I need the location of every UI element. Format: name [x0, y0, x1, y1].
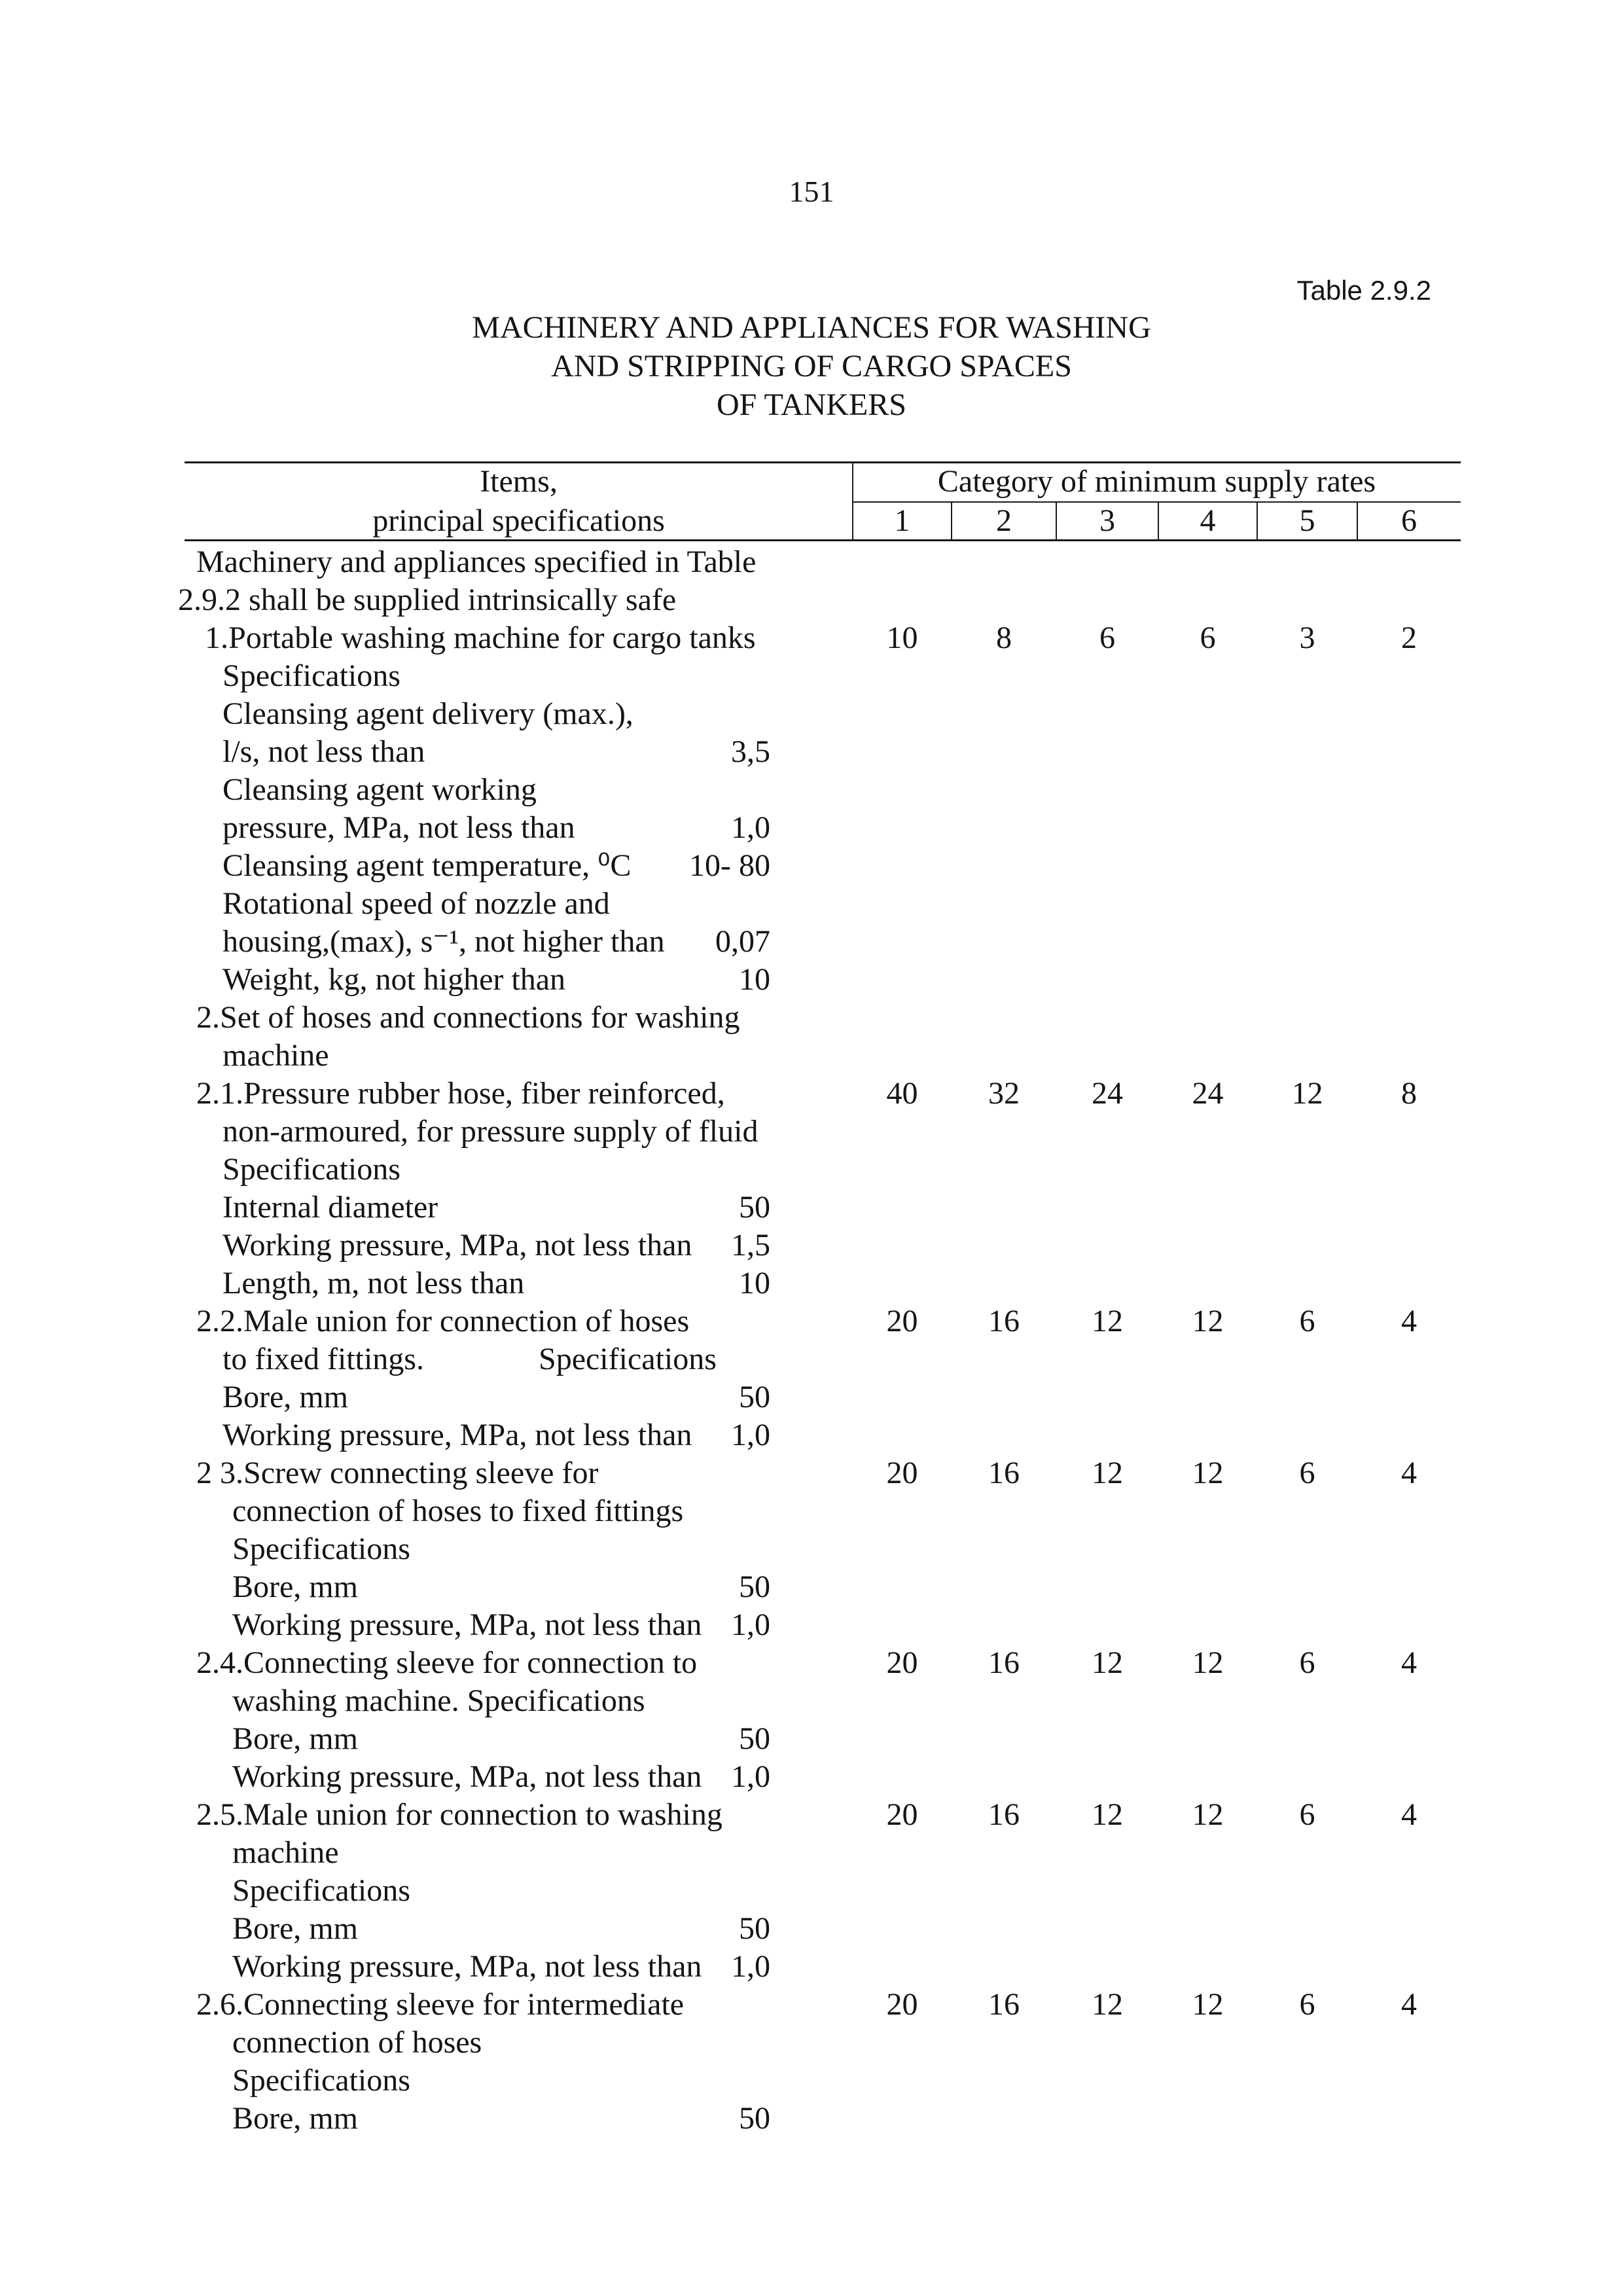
table-line [0, 1113, 1623, 1151]
spec-line: non-armoured, for pressure supply of fluid [223, 1114, 758, 1149]
table-line [0, 1606, 1623, 1644]
supply-rates [853, 1454, 1461, 1492]
spec-value: 1,5 [731, 1228, 770, 1263]
table-title [0, 308, 1623, 424]
rate-cell: 12 [1192, 1304, 1224, 1338]
rate-cell: 6 [1200, 620, 1216, 655]
spec-line: Bore, mm [223, 1380, 348, 1414]
header-bottom-rule [185, 539, 1461, 541]
spec-value: 1,0 [731, 1759, 770, 1794]
table-line [0, 1340, 1623, 1378]
category-number: 4 [1200, 503, 1216, 538]
rate-cell: 12 [1092, 1645, 1123, 1680]
spec-line: Cleansing agent working [223, 772, 537, 807]
table-line [0, 1189, 1623, 1227]
table-line [0, 2062, 1623, 2100]
spec-line: Cleansing agent delivery (max.), [223, 696, 633, 731]
rate-cell: 12 [1291, 1076, 1323, 1111]
table-row [0, 1796, 1623, 1834]
spec-line: washing machine. Specifications [232, 1683, 645, 1718]
category-number: 3 [1099, 503, 1115, 538]
supply-rates [853, 619, 1461, 657]
spec-line: Specifications [223, 658, 401, 693]
rate-cell: 12 [1192, 1987, 1224, 2022]
table-line [0, 1568, 1623, 1606]
supply-rates [853, 1075, 1461, 1113]
spec-line: Working pressure, MPa, not less than [223, 1418, 692, 1452]
table-line [0, 885, 1623, 923]
rate-cell: 12 [1092, 1987, 1123, 2022]
title-line: OF TANKERS [717, 387, 906, 422]
rate-cell: 4 [1401, 1456, 1417, 1490]
rate-cell: 6 [1299, 1456, 1315, 1490]
table-line [0, 1834, 1623, 1872]
table-line [0, 961, 1623, 999]
table-line [0, 1682, 1623, 1720]
table-row [0, 619, 1623, 657]
rate-cell: 16 [988, 1645, 1020, 1680]
table-line [0, 1492, 1623, 1530]
spec-line: pressure, MPa, not less than [223, 810, 575, 845]
intro-text: Machinery and appliances specified in Table [196, 545, 757, 579]
spec-line: Working pressure, MPa, not less than [232, 1949, 702, 1984]
spec-line: Specifications [232, 1532, 410, 1566]
spec-line: Rotational speed of nozzle and [223, 886, 610, 921]
rate-cell: 12 [1092, 1456, 1123, 1490]
rate-cell: 16 [988, 1987, 1020, 2022]
table-line [0, 1872, 1623, 1910]
rate-cell: 12 [1192, 1797, 1224, 1832]
category-number: 2 [996, 503, 1012, 538]
table-body [0, 543, 1623, 2138]
title-line: MACHINERY AND APPLIANCES FOR WASHING [472, 310, 1151, 345]
spec-value: 1,0 [731, 1418, 770, 1452]
title-line: AND STRIPPING OF CARGO SPACES [551, 349, 1072, 384]
table-line [0, 923, 1623, 961]
rate-cell: 20 [886, 1456, 918, 1490]
rate-cell: 8 [1401, 1076, 1417, 1111]
intro-text: 2.9.2 shall be supplied intrinsically safe [178, 583, 677, 617]
category-number: 5 [1299, 503, 1315, 538]
rate-cell: 32 [988, 1076, 1020, 1111]
spec-line: to fixed fittings. [223, 1342, 424, 1376]
spec-line: l/s, not less than [223, 734, 425, 769]
spec-line: machine [223, 1038, 329, 1073]
rate-cell: 12 [1092, 1797, 1123, 1832]
item-heading: 2.Set of hoses and connections for washing [196, 1000, 740, 1035]
supply-rates [853, 1644, 1461, 1682]
spec-line: Specifications [539, 1342, 717, 1376]
spec-value: 10 [739, 962, 770, 997]
supply-rates [853, 1796, 1461, 1834]
item-heading: 2.5.Male union for connection to washing [196, 1797, 722, 1832]
spec-line: connection of hoses [232, 2025, 482, 2060]
table-label: Table 2.9.2 [1296, 275, 1431, 306]
table-line [0, 847, 1623, 885]
rate-cell: 6 [1299, 1987, 1315, 2022]
rate-cell: 6 [1299, 1645, 1315, 1680]
spec-line: connection of hoses to fixed fittings [232, 1494, 684, 1528]
spec-line: Length, m, not less than [223, 1266, 525, 1300]
rate-cell: 6 [1299, 1304, 1315, 1338]
rate-cell: 12 [1192, 1456, 1224, 1490]
table-row [0, 1644, 1623, 1682]
rate-cell: 6 [1099, 620, 1115, 655]
spec-value: 10 [739, 1266, 770, 1300]
item-heading: 2.2.Male union for connection of hoses [196, 1304, 690, 1338]
header-category-numbers [853, 503, 1461, 539]
spec-value: 50 [739, 1380, 770, 1414]
spec-line: Working pressure, MPa, not less than [232, 1759, 702, 1794]
table-row [0, 1454, 1623, 1492]
rate-cell: 16 [988, 1304, 1020, 1338]
table-line [0, 1910, 1623, 1948]
table-line [0, 1416, 1623, 1454]
spec-value: 10- 80 [689, 848, 770, 883]
rate-cell: 24 [1192, 1076, 1224, 1111]
spec-line: Working pressure, MPa, not less than [223, 1228, 692, 1263]
table-line [0, 1720, 1623, 1758]
rate-cell: 24 [1092, 1076, 1123, 1111]
rate-cell: 2 [1401, 620, 1417, 655]
rate-cell: 16 [988, 1456, 1020, 1490]
rate-cell: 20 [886, 1645, 918, 1680]
header-specifications: principal specifications [372, 503, 665, 538]
rate-cell: 20 [886, 1797, 918, 1832]
table-line [0, 2024, 1623, 2062]
rate-cell: 20 [886, 1987, 918, 2022]
item-heading: 2.4.Connecting sleeve for connection to [196, 1645, 698, 1680]
item-heading: 1.Portable washing machine for cargo tanks [205, 620, 756, 655]
spec-line: Specifications [223, 1152, 401, 1187]
rate-cell: 3 [1299, 620, 1315, 655]
rate-cell: 4 [1401, 1645, 1417, 1680]
table-line [0, 1378, 1623, 1416]
rate-cell: 6 [1299, 1797, 1315, 1832]
spec-value: 50 [739, 1570, 770, 1604]
spec-line: Bore, mm [232, 1911, 358, 1946]
table-row [0, 1075, 1623, 1113]
item-heading: 2.1.Pressure rubber hose, fiber reinforced, [196, 1076, 725, 1111]
rate-cell: 12 [1092, 1304, 1123, 1338]
spec-value: 0,07 [715, 924, 770, 959]
table-line [0, 543, 1623, 581]
table-line [0, 1948, 1623, 1986]
spec-value: 50 [739, 1911, 770, 1946]
table-line [0, 1265, 1623, 1302]
table-line [0, 1151, 1623, 1189]
item-heading: 2 3.Screw connecting sleeve for [196, 1456, 599, 1490]
spec-line: Working pressure, MPa, not less than [232, 1607, 702, 1642]
supply-rates [853, 1302, 1461, 1340]
item-heading: 2.6.Connecting sleeve for intermediate [196, 1987, 685, 2022]
rate-cell: 40 [886, 1076, 918, 1111]
spec-line: Bore, mm [232, 1721, 358, 1756]
rate-cell: 4 [1401, 1987, 1417, 2022]
header-items: Items, [480, 464, 558, 499]
category-number: 1 [894, 503, 910, 538]
spec-value: 3,5 [731, 734, 770, 769]
spec-value: 1,0 [731, 1949, 770, 1984]
page-number: 151 [789, 175, 834, 208]
rate-cell: 12 [1192, 1645, 1224, 1680]
table-line [0, 1037, 1623, 1075]
table-line [0, 1227, 1623, 1265]
rate-cell: 16 [988, 1797, 1020, 1832]
table-line [0, 657, 1623, 695]
spec-line: Internal diameter [223, 1190, 438, 1225]
table-line [0, 733, 1623, 771]
table-line [0, 581, 1623, 619]
spec-value: 50 [739, 1190, 770, 1225]
table-line [0, 695, 1623, 733]
rate-cell: 4 [1401, 1797, 1417, 1832]
table-line [0, 1530, 1623, 1568]
spec-line: Weight, kg, not higher than [223, 962, 566, 997]
category-number: 6 [1401, 503, 1417, 538]
spec-line: Specifications [232, 2063, 410, 2098]
spec-value: 1,0 [731, 810, 770, 845]
spec-value: 50 [739, 1721, 770, 1756]
table-row [0, 1986, 1623, 2024]
spec-value: 50 [739, 2101, 770, 2136]
table-line [0, 999, 1623, 1037]
spec-line: Specifications [232, 1873, 410, 1908]
rate-cell: 20 [886, 1304, 918, 1338]
rate-cell: 4 [1401, 1304, 1417, 1338]
header-category-title: Category of minimum supply rates [937, 464, 1376, 499]
supply-rates [853, 1986, 1461, 2024]
table-line [0, 2100, 1623, 2138]
table-line [0, 809, 1623, 847]
spec-line: machine [232, 1835, 339, 1870]
spec-line: Cleansing agent temperature, ⁰C [223, 848, 632, 883]
spec-line: Bore, mm [232, 1570, 358, 1604]
spec-line: housing,(max), s⁻¹, not higher than [223, 924, 665, 959]
spec-value: 1,0 [731, 1607, 770, 1642]
rate-cell: 10 [886, 620, 918, 655]
table-row [0, 1302, 1623, 1340]
spec-line: Bore, mm [232, 2101, 358, 2136]
rate-cell: 8 [996, 620, 1012, 655]
table-line [0, 1758, 1623, 1796]
table-line [0, 771, 1623, 809]
